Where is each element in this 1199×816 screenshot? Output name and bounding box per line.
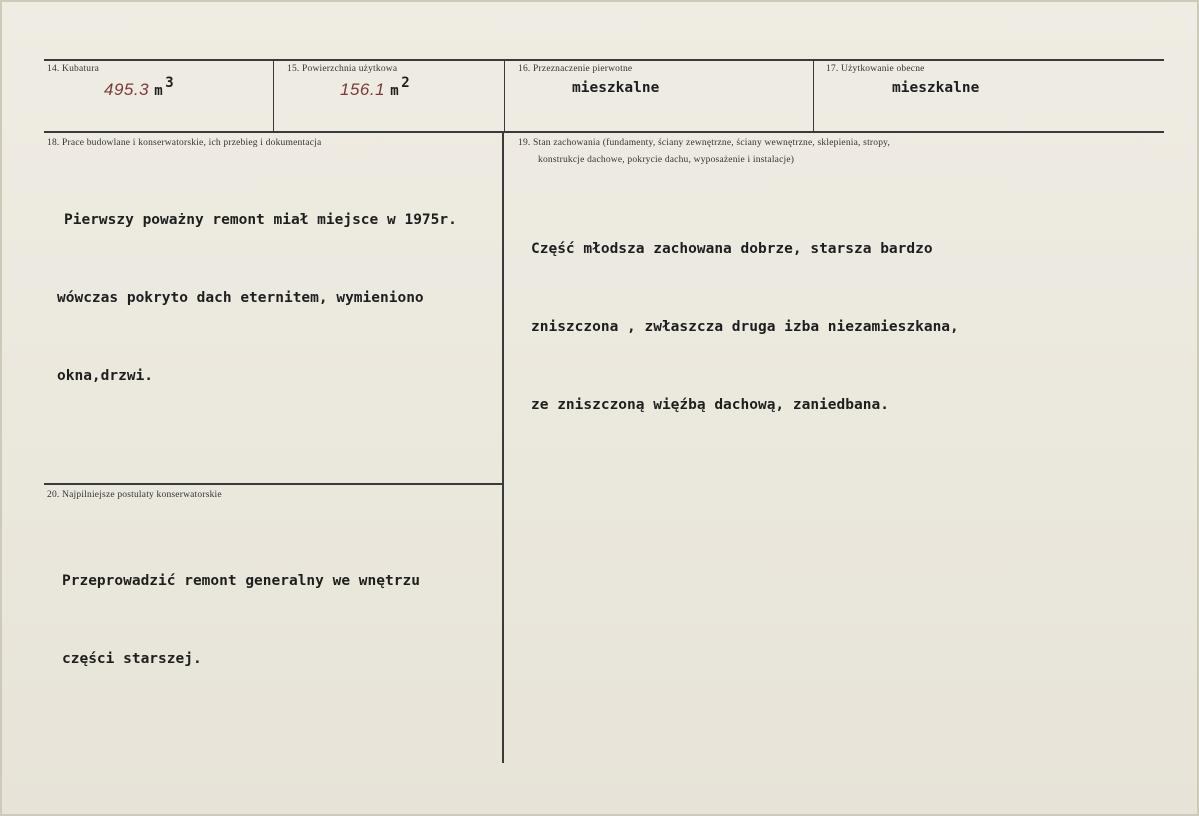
prace-line: okna,drzwi. [57, 368, 154, 384]
stan-label-line2: konstrukcje dachowe, pokrycie dachu, wyposażenie i instalacje) [538, 155, 795, 165]
uzytkowanie-label: 17. Użytkowanie obecne [826, 64, 925, 74]
prace-line: wówczas pokryto dach eternitem, wymieniono [57, 290, 424, 306]
postulaty-line: Przeprowadzić remont generalny we wnętrzu [62, 573, 420, 589]
kubatura-unit-sup: 3 [165, 75, 175, 91]
row-rule [44, 131, 1164, 133]
uzytkowanie-value: mieszkalne [892, 80, 980, 96]
powierzchnia-number: 156.1 [340, 80, 386, 99]
postulaty-line: części starszej. [62, 651, 202, 667]
col-divider-3 [813, 59, 814, 133]
powierzchnia-label: 15. Powierzchnia użytkowa [287, 64, 398, 74]
przeznaczenie-label: 16. Przeznaczenie pierwotne [518, 64, 633, 74]
stan-line: zniszczona , zwłaszcza druga izba niezamieszkana, [531, 319, 959, 335]
main-divider [502, 131, 504, 763]
top-rule [44, 59, 1164, 61]
prace-line: Pierwszy poważny remont miał miejsce w 1975r. [64, 212, 457, 228]
kubatura-unit: m [154, 83, 164, 99]
przeznaczenie-value: mieszkalne [572, 80, 660, 96]
stan-text [531, 184, 959, 470]
postulaty-text [62, 516, 420, 724]
col-divider-2 [504, 59, 505, 133]
prace-text [57, 155, 457, 441]
stan-line: Część młodsza zachowana dobrze, starsza bardzo [531, 241, 933, 257]
prace-label: 18. Prace budowlane i konserwatorskie, ich przebieg i dokumentacja [47, 138, 322, 148]
powierzchnia-unit: m [390, 83, 400, 99]
kubatura-number: 495.3 [104, 80, 150, 99]
powierzchnia-value [340, 75, 411, 100]
postulaty-label: 20. Najpilniejsze postulaty konserwatorskie [47, 490, 222, 500]
kubatura-label: 14. Kubatura [47, 64, 99, 74]
stan-label-line1: 19. Stan zachowania (fundamenty, ściany zewnętrzne, ściany wewnętrzne, sklepienia, stropy, [518, 138, 891, 148]
kubatura-value [104, 75, 175, 100]
section-20-rule [44, 483, 502, 485]
col-divider-1 [273, 59, 274, 133]
powierzchnia-unit-sup: 2 [401, 75, 411, 91]
stan-line: ze zniszczoną więźbą dachową, zaniedbana. [531, 397, 889, 413]
